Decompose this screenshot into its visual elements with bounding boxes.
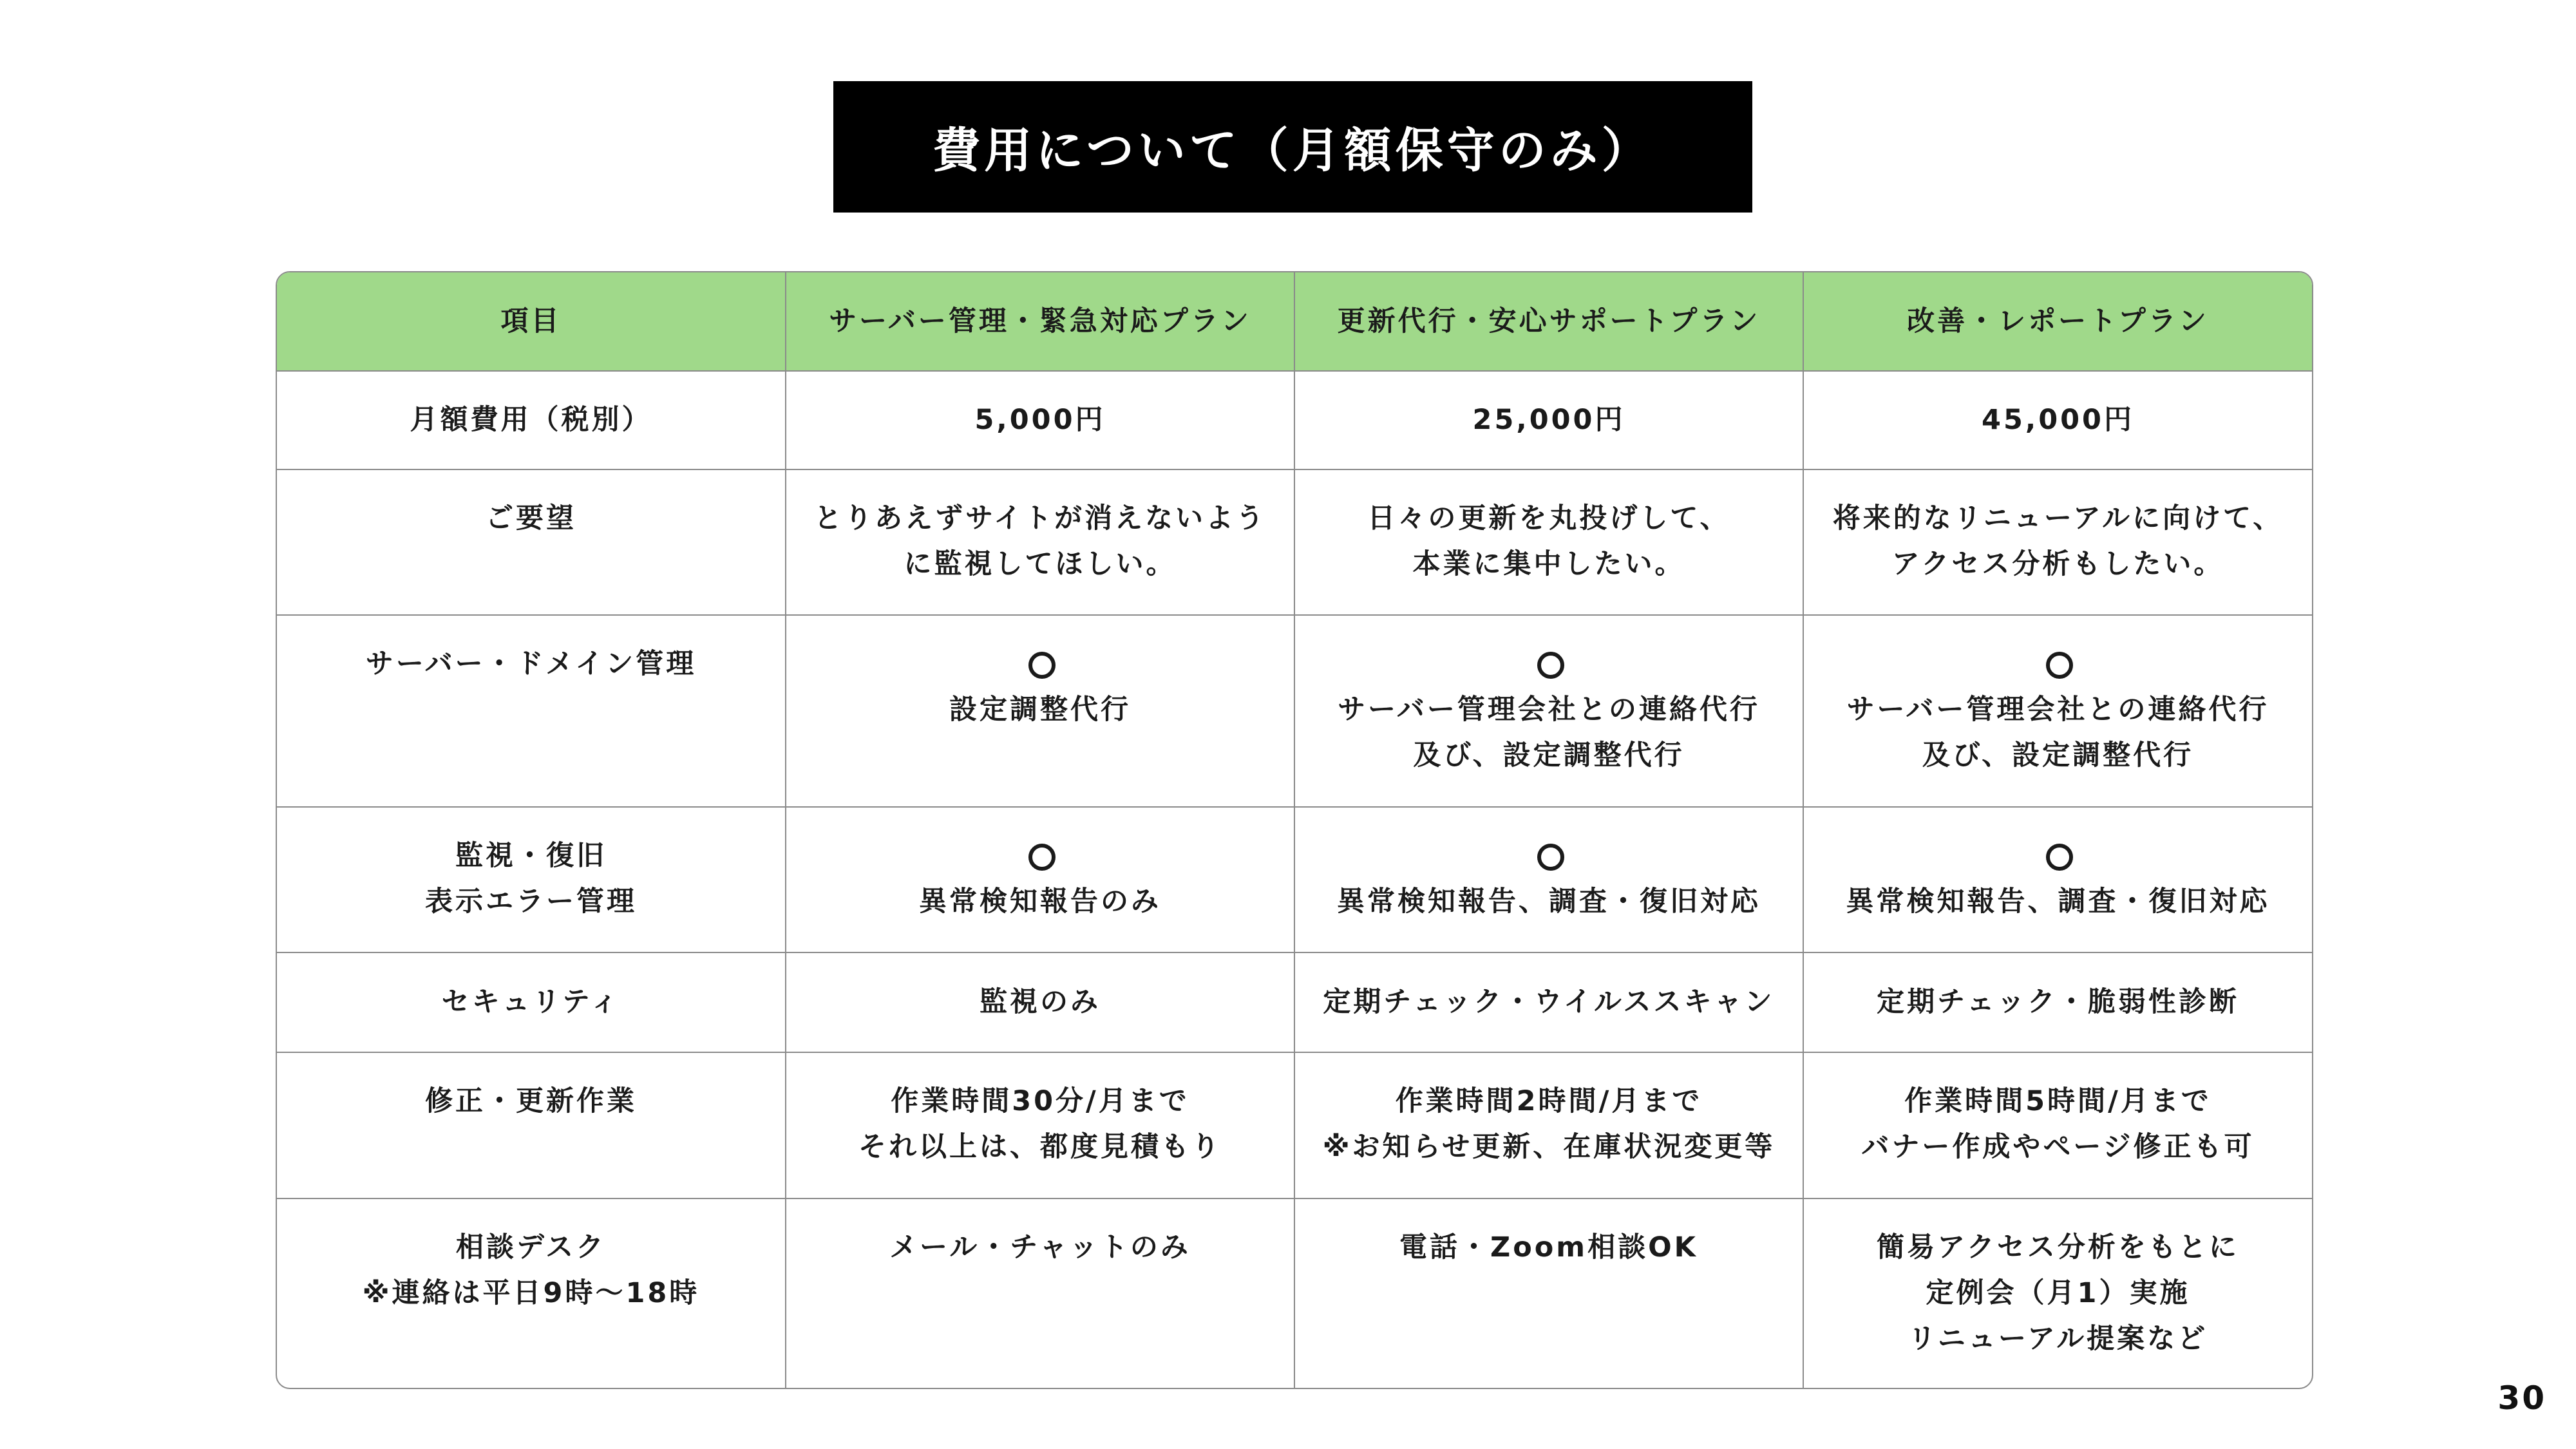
row-label: [277, 1198, 786, 1389]
cell-line: 定期チェック・脆弱性診断: [1877, 986, 2239, 1018]
cell-line: 作業時間30分/月まで: [891, 1085, 1189, 1117]
cell-line: 定例会（月1）実施: [1926, 1277, 2190, 1309]
row-label: [277, 1052, 786, 1198]
header-plan-server: サーバー管理・緊急対応プラン: [786, 272, 1294, 371]
cell-line: 作業時間2時間/月まで: [1395, 1085, 1703, 1117]
cell-line: 45,000円: [1982, 404, 2134, 436]
row-label-line: 相談デスク: [455, 1231, 607, 1264]
table-cell: [786, 469, 1294, 615]
table-row: [277, 615, 2312, 807]
cell-line: とりあえずサイトが消えないよう: [814, 502, 1266, 535]
table-cell: [1803, 1198, 2312, 1389]
cell-line: リニューアル提案など: [1908, 1323, 2208, 1355]
circle-icon: [2035, 641, 2081, 687]
table-cell: [1294, 615, 1803, 807]
cell-line: 異常検知報告、調査・復旧対応: [1337, 886, 1761, 918]
table-row: [277, 1198, 2312, 1389]
row-label-line: 月額費用（税別）: [410, 404, 652, 436]
circle-icon: [1526, 833, 1572, 879]
table-cell: [1803, 952, 2312, 1052]
row-label: [277, 807, 786, 952]
cell-line: アクセス分析もしたい。: [1891, 548, 2224, 580]
cell-line: サーバー管理会社との連絡代行: [1338, 694, 1760, 726]
header-plan-report: 改善・レポートプラン: [1803, 272, 2312, 371]
table-cell: [1294, 1198, 1803, 1389]
row-label-line: サーバー・ドメイン管理: [365, 648, 697, 680]
table-cell: [1803, 371, 2312, 469]
cell-line: 電話・Zoom相談OK: [1399, 1231, 1698, 1264]
table-header-row: [277, 272, 2312, 371]
table-cell: [786, 807, 1294, 952]
table-cell: [786, 1052, 1294, 1198]
table-row: [277, 952, 2312, 1052]
row-label: [277, 371, 786, 469]
cell-line: 定期チェック・ウイルススキャン: [1323, 986, 1775, 1018]
title-banner: [833, 81, 1752, 213]
row-label: [277, 952, 786, 1052]
cell-line: 及び、設定調整代行: [1922, 739, 2194, 772]
row-label-line: ※連絡は平日9時〜18時: [362, 1277, 700, 1309]
table-cell: [1803, 469, 2312, 615]
table-cell: [786, 952, 1294, 1052]
header-item: 項目: [277, 272, 786, 371]
cell-line: 異常検知報告、調査・復旧対応: [1846, 886, 2270, 918]
table-row: [277, 807, 2312, 952]
cell-line: 異常検知報告のみ: [919, 886, 1161, 918]
table-cell: [786, 615, 1294, 807]
table-cell: [1294, 952, 1803, 1052]
cell-line: 監視のみ: [980, 986, 1101, 1018]
row-label: [277, 615, 786, 807]
cell-line: 本業に集中したい。: [1412, 548, 1685, 580]
table-cell: [1294, 469, 1803, 615]
cell-line: 日々の更新を丸投げして、: [1367, 502, 1730, 535]
table-row: [277, 469, 2312, 615]
page-number: 30: [2497, 1379, 2546, 1417]
circle-icon: [1018, 833, 1063, 879]
cell-line: 及び、設定調整代行: [1413, 739, 1685, 772]
circle-icon: [1526, 641, 1572, 687]
row-label-line: 監視・復旧: [455, 840, 607, 872]
cell-line: 簡易アクセス分析をもとに: [1877, 1231, 2239, 1264]
cell-line: サーバー管理会社との連絡代行: [1846, 694, 2269, 726]
table-cell: [1803, 1052, 2312, 1198]
row-label-line: ご要望: [486, 502, 576, 535]
cell-line: 設定調整代行: [949, 694, 1131, 726]
table-cell: [786, 371, 1294, 469]
cell-line: それ以上は、都度見積もり: [858, 1131, 1222, 1163]
row-label-line: 修正・更新作業: [425, 1085, 637, 1117]
cell-line: メール・チャットのみ: [889, 1231, 1191, 1264]
circle-icon: [1018, 641, 1063, 687]
cell-line: 将来的なリニューアルに向けて、: [1832, 502, 2284, 535]
cell-line: に監視してほしい。: [904, 548, 1177, 580]
table-cell: [1294, 371, 1803, 469]
cell-line: バナー作成やページ修正も可: [1861, 1131, 2255, 1163]
cell-line: 25,000円: [1472, 404, 1625, 436]
table-cell: [1294, 807, 1803, 952]
table-cell: [786, 1198, 1294, 1389]
cell-line: 作業時間5時間/月まで: [1904, 1085, 2211, 1117]
pricing-table: [276, 271, 2313, 1389]
page-title: 費用について（月額保守のみ）: [933, 123, 1653, 178]
table-cell: [1294, 1052, 1803, 1198]
row-label: [277, 469, 786, 615]
header-plan-update: 更新代行・安心サポートプラン: [1294, 272, 1803, 371]
circle-icon: [2035, 833, 2081, 879]
cell-line: ※お知らせ更新、在庫状況変更等: [1322, 1131, 1776, 1163]
row-label-line: セキュリティ: [441, 986, 621, 1018]
table-row: [277, 371, 2312, 469]
table-cell: [1803, 615, 2312, 807]
table-row: [277, 1052, 2312, 1198]
table-cell: [1803, 807, 2312, 952]
cell-line: 5,000円: [974, 404, 1106, 436]
row-label-line: 表示エラー管理: [425, 886, 637, 918]
